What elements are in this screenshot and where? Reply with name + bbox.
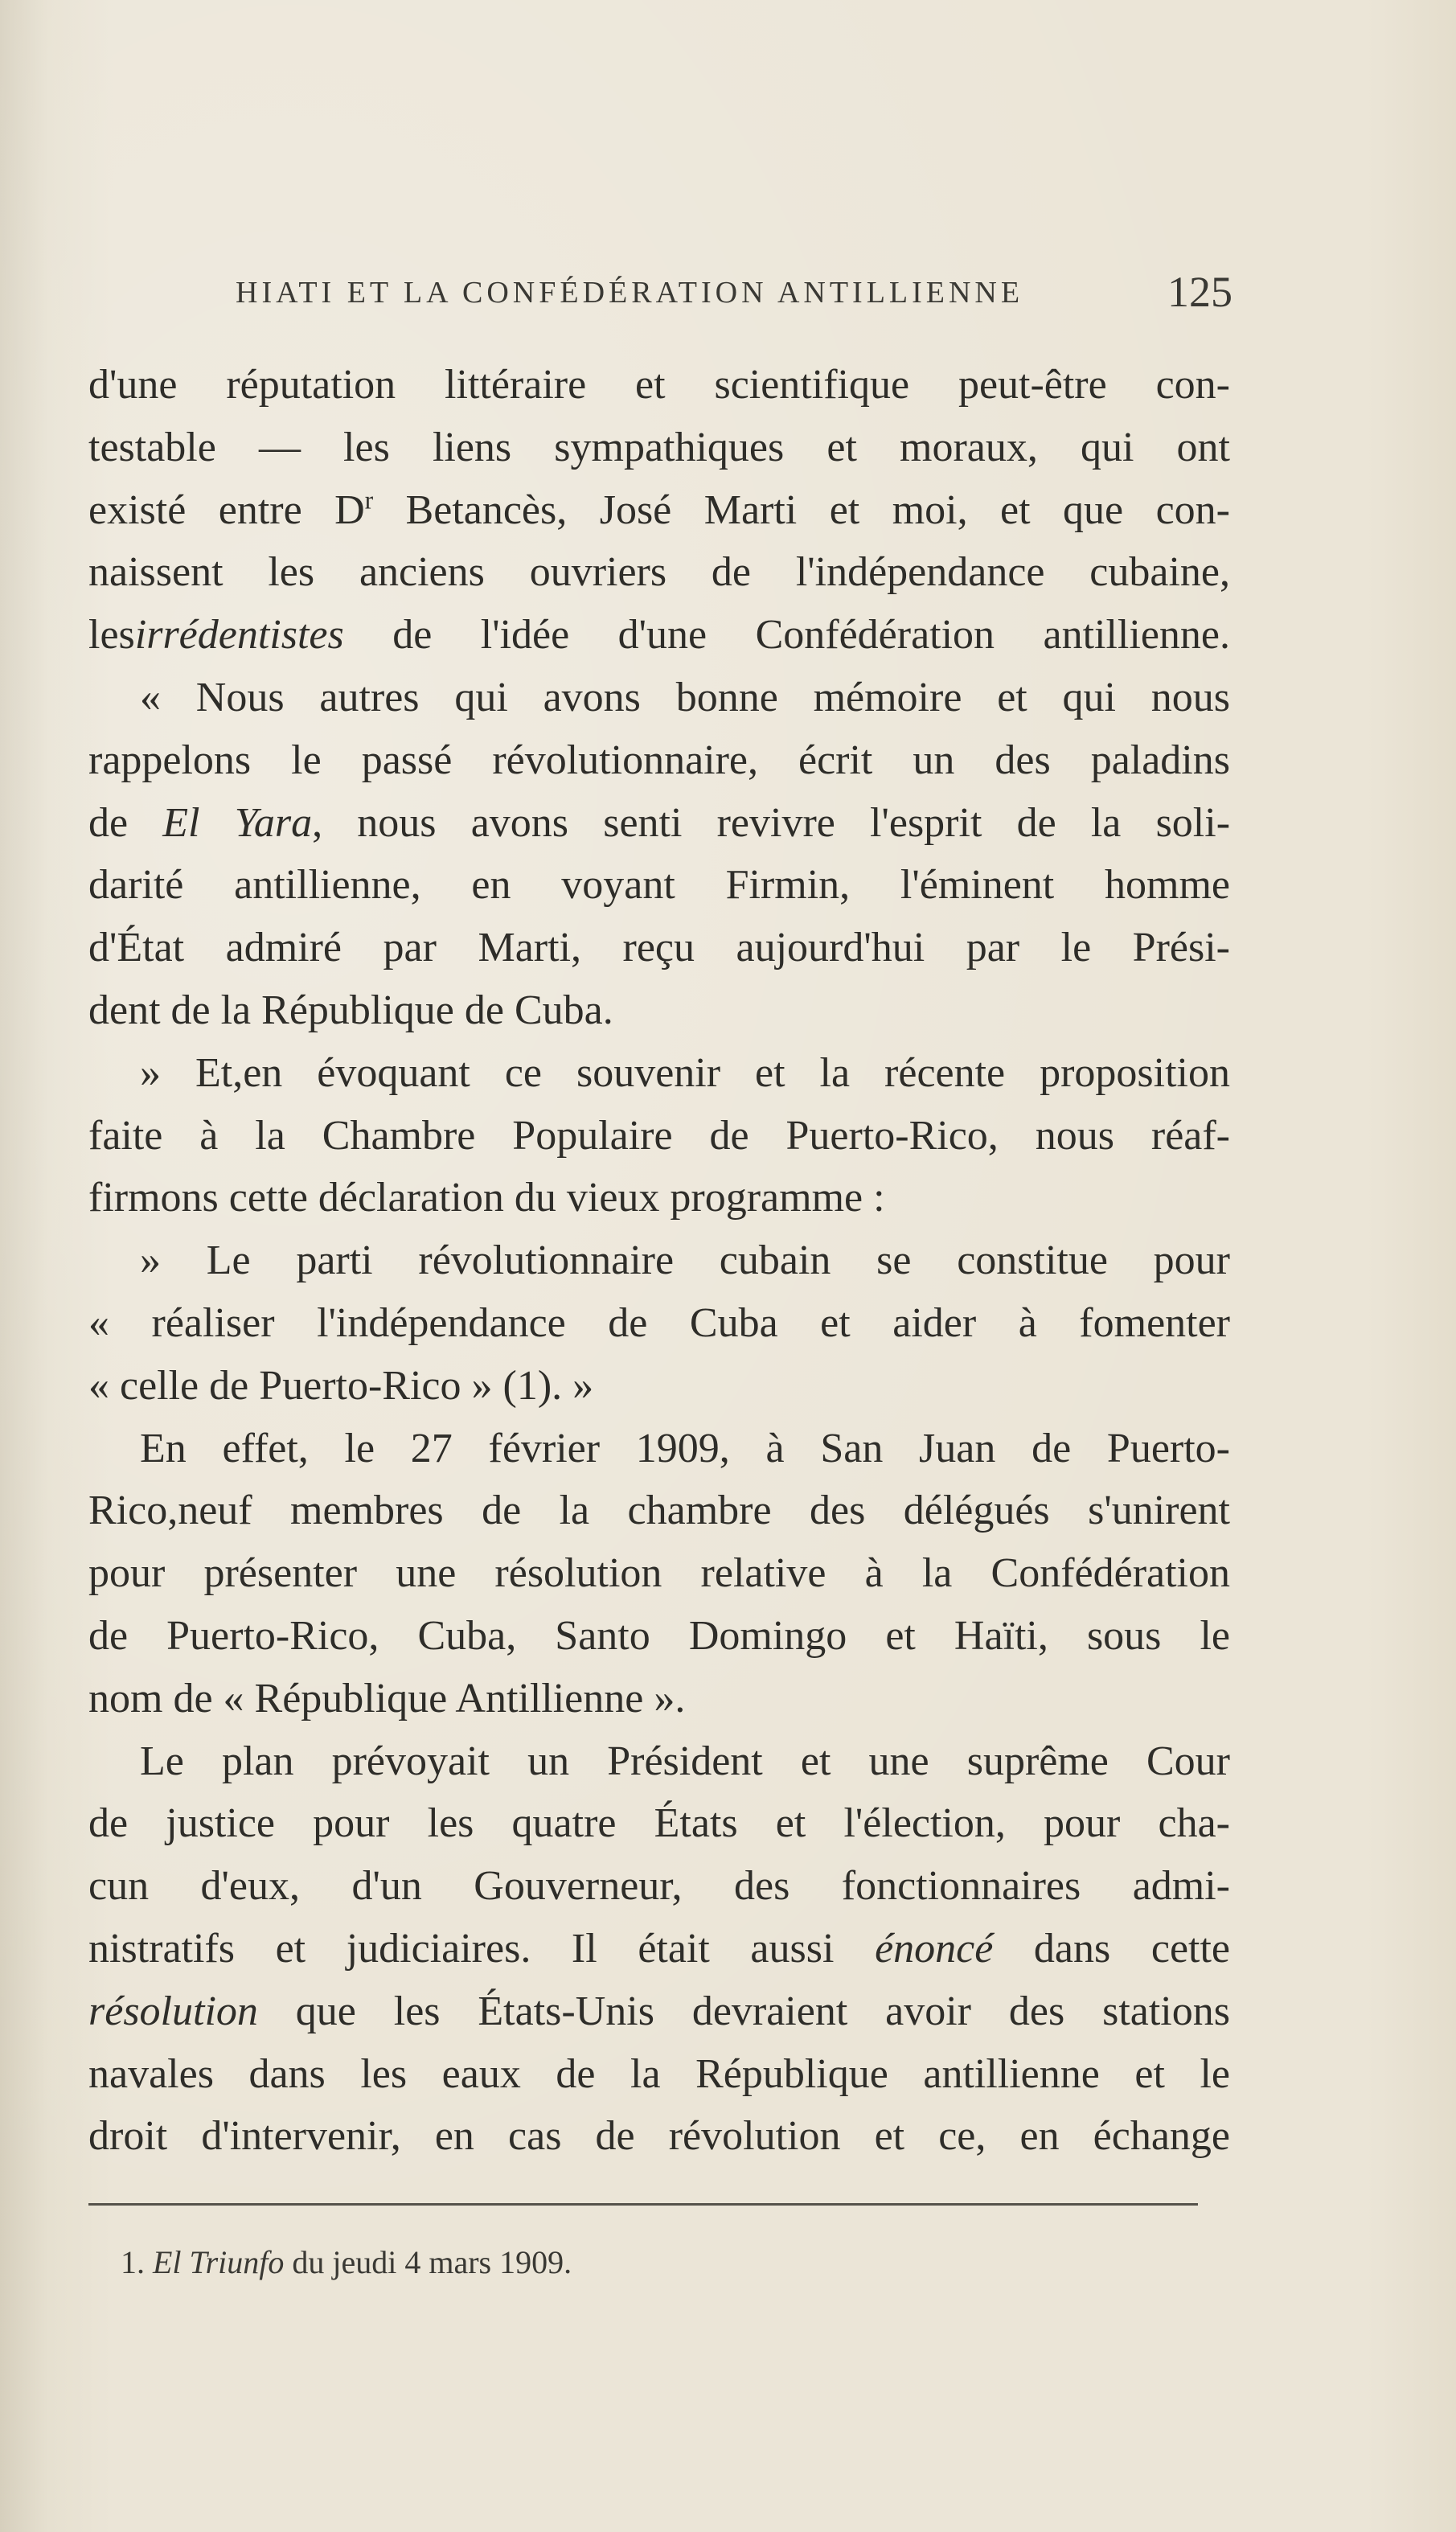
- footnote-number: 1.: [121, 2244, 145, 2280]
- text-line: de justice pour les quatre États et l'élection, pour cha-: [88, 1800, 1230, 1847]
- text-line: pour présenter une résolution relative à la Confédération: [88, 1550, 1230, 1597]
- text-line: rappelons le passé révolutionnaire, écrit un des paladins: [88, 737, 1230, 783]
- text-line: nom de « République Antillienne ».: [88, 1675, 686, 1722]
- text-line: de El Yara, nous avons senti revivre l'esprit de la soli-: [88, 799, 1231, 846]
- footnote-title: El Triunfo: [153, 2244, 285, 2280]
- text-line: darité antillienne, en voyant Firmin, l'éminent homme: [88, 862, 1230, 909]
- text-line: « celle de Puerto-Rico » (1). »: [88, 1362, 594, 1409]
- footnote-divider: [88, 2203, 1198, 2206]
- text-line: « Nous autres qui avons bonne mémoire et qui nous: [140, 674, 1230, 720]
- text-line: nistratifs et judiciaires. Il était aussi énoncé dans cette: [88, 1925, 1230, 1972]
- text-line: d'État admiré par Marti, reçu aujourd'hui par le Prési-: [88, 925, 1230, 971]
- text-line: lesirrédentistes de l'idée d'une Confédération antillienne.: [88, 612, 1230, 659]
- text-line: » Le parti révolutionnaire cubain se constitue pour: [140, 1237, 1230, 1284]
- text-line: faite à la Chambre Populaire de Puerto-Rico, nous réaf-: [88, 1112, 1230, 1159]
- text-line: cun d'eux, d'un Gouverneur, des fonctionnaires admi-: [88, 1863, 1230, 1910]
- text-line: d'une réputation littéraire et scientifique peut-être con-: [88, 362, 1230, 408]
- text-line: de Puerto-Rico, Cuba, Santo Domingo et Haïti, sous le: [88, 1612, 1230, 1659]
- text-line: firmons cette déclaration du vieux programme :: [88, 1175, 885, 1221]
- text-line: droit d'intervenir, en cas de révolution et ce, en échange: [88, 2113, 1230, 2160]
- text-line: naissent les anciens ouvriers de l'indépendance cubaine,: [88, 549, 1230, 596]
- text-line: « réaliser l'indépendance de Cuba et aider à fomenter: [88, 1299, 1230, 1346]
- text-line: navales dans les eaux de la République antillienne et le: [88, 2050, 1230, 2097]
- running-title: HIATI ET LA CONFÉDÉRATION ANTILLIENNE: [236, 276, 1024, 310]
- text-line: testable — les liens sympathiques et moraux, qui ont: [88, 424, 1230, 470]
- text-line: » Et,en évoquant ce souvenir et la récente proposition: [140, 1049, 1230, 1096]
- footnote-text: du jeudi 4 mars 1909.: [284, 2244, 572, 2280]
- text-line: Le plan prévoyait un Président et une suprême Cour: [140, 1738, 1230, 1784]
- page-number: 125: [1167, 268, 1232, 316]
- body-text: [88, 354, 1230, 2168]
- text-line: existé entre $D^r$ Betancès, José Marti et moi, et que con-: [88, 486, 1230, 533]
- footnote: [121, 2243, 572, 2281]
- text-line: En effet, le 27 février 1909, à San Juan de Puerto-: [140, 1425, 1230, 1471]
- page-header: [236, 259, 1232, 323]
- text-line: résolution que les États-Unis devraient avoir des stations: [88, 1988, 1230, 2034]
- text-line: dent de la République de Cuba.: [88, 987, 613, 1033]
- text-line: Rico,neuf membres de la chambre des délégués s'unirent: [88, 1488, 1230, 1534]
